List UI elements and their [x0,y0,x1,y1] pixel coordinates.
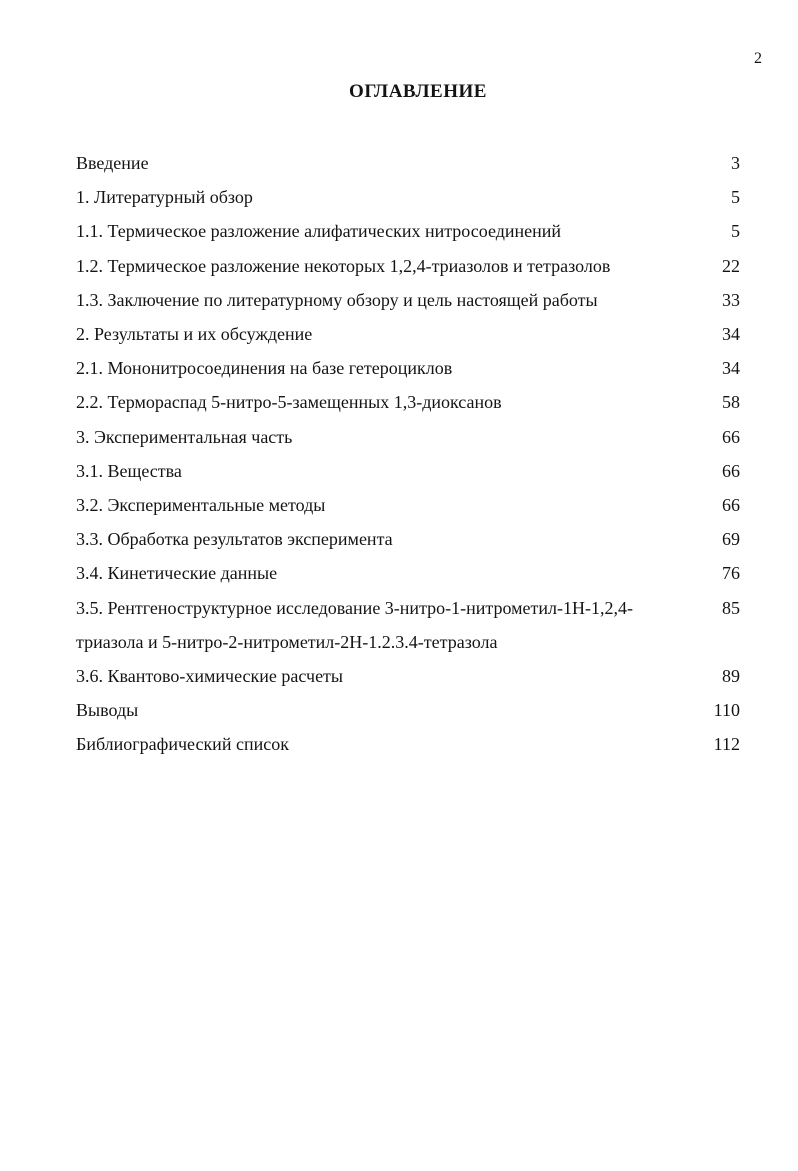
toc-entry-page: 66 [722,495,740,516]
toc-entry-conclusions [76,693,740,727]
toc-entry-bibliography [76,727,740,761]
toc-entry-3-4 [76,556,740,590]
toc-entry-text: 3.5. Рентгеноструктурное исследование 3-нитро-1-нитрометил-1Н-1,2,4-триазола и 5-нитро-2-нитрометил-2Н-1.2.3.4-тетразола [76,597,633,652]
toc-entry-1 [76,180,740,214]
toc-entry-text: 3.6. Квантово-химические расчеты [76,666,344,687]
toc-entry-introduction [76,146,740,180]
toc-entry-1-1 [76,214,740,248]
toc-entry-text: Библиографический список [76,734,289,755]
toc-entry-1-3 [76,283,740,317]
toc-entry-page: 89 [722,666,740,687]
toc-entry-text: 1.2. Термическое разложение некоторых 1,2,4-триазолов и тетразолов [76,255,611,276]
toc-entry-2-2 [76,385,740,419]
toc-entry-page: 85 [722,597,740,618]
toc-entry-text: Выводы [76,700,139,721]
toc-entry-page: 112 [713,734,740,755]
toc-entry-text: 3. Экспериментальная часть [76,426,293,447]
toc-entry-page: 66 [722,426,740,447]
toc-entry-text: Введение [76,153,149,173]
toc-entry-text: 1.1. Термическое разложение алифатических нитросоединений [76,221,562,242]
toc-entry-2 [76,317,740,351]
toc-entry-text: 2.2. Термораспад 5-нитро-5-замещенных 1,3-диоксанов [76,392,502,413]
toc-entry-3-5 [76,591,740,659]
toc-entry-page: 33 [722,289,740,310]
toc-entry-text: 1.3. Заключение по литературному обзору и цель настоящей работы [76,289,598,310]
toc-entry-3-6 [76,659,740,693]
toc-entry-text: 1. Литературный обзор [76,187,253,208]
toc-entry-2-1 [76,351,740,385]
toc-entry-page: 58 [722,392,740,413]
toc-entry-page: 110 [713,700,740,721]
toc-entry-page: 34 [722,358,740,379]
toc-entry-page: 69 [722,529,740,550]
toc-entry-text: 3.3. Обработка результатов эксперимента [76,529,393,550]
toc-entry-page: 34 [722,324,740,345]
toc-entry-page: 5 [731,221,740,242]
toc-entry-text: 3.4. Кинетические данные [76,563,278,584]
toc-entry-page: 76 [722,563,740,584]
page-number: 2 [754,50,762,67]
toc-entry-text: 3.1. Вещества [76,460,182,481]
toc-entry-page: 3 [731,153,740,173]
toc-entry-3-2 [76,488,740,522]
table-of-contents [76,146,740,762]
toc-entry-text: 2.1. Мононитросоединения на базе гетероциклов [76,358,453,379]
toc-title: ОГЛАВЛЕНИЕ [349,81,487,102]
toc-entry-page: 22 [722,255,740,276]
toc-entry-3-1 [76,454,740,488]
toc-entry-3-3 [76,522,740,556]
toc-entry-1-2 [76,249,740,283]
toc-entry-page: 66 [722,460,740,481]
toc-entry-text: 2. Результаты и их обсуждение [76,324,313,345]
toc-entry-3 [76,420,740,454]
toc-entry-page: 5 [731,187,740,208]
toc-entry-text: 3.2. Экспериментальные методы [76,495,326,516]
